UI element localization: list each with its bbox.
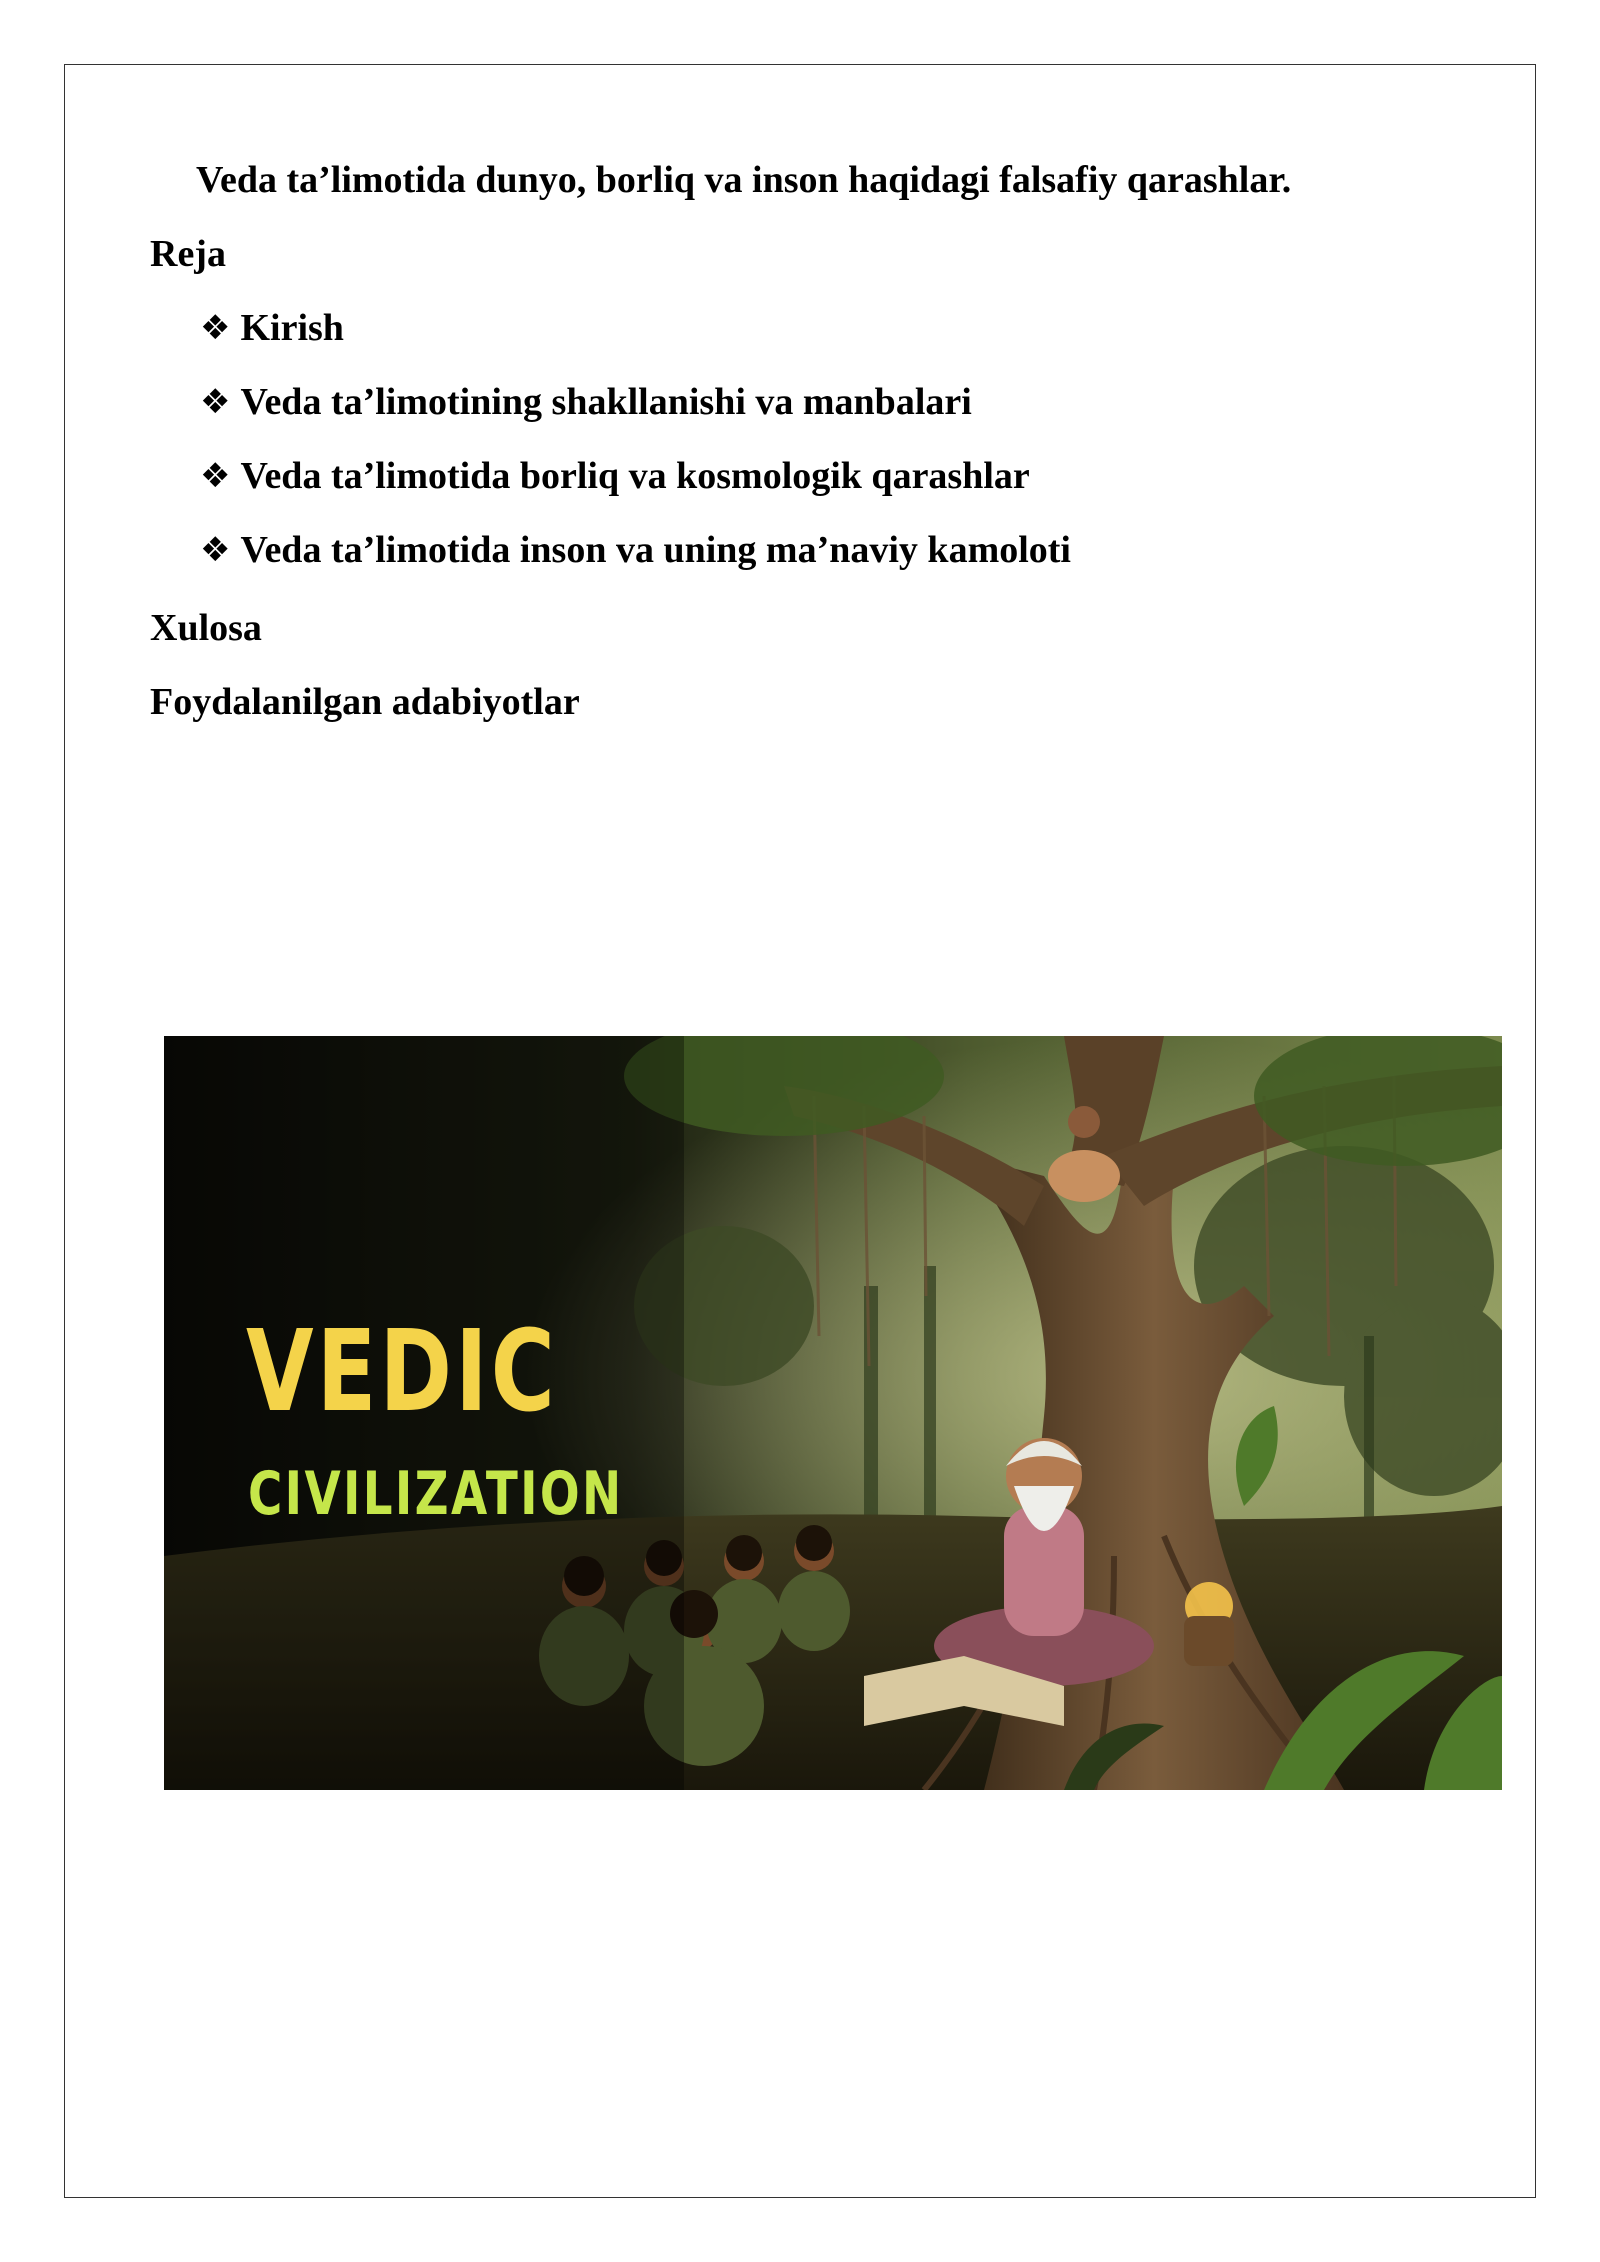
plan-item-label: Veda ta’limotida borliq va kosmologik qarashlar (240, 455, 1030, 497)
diamond-bullet-icon: ❖ (200, 456, 231, 496)
conclusion-heading: Xulosa (150, 607, 262, 649)
plan-item-label: Veda ta’limotida inson va uning ma’naviy kamoloti (240, 529, 1071, 571)
references-heading: Foydalanilgan adabiyotlar (150, 681, 580, 723)
diamond-bullet-icon: ❖ (200, 382, 231, 422)
plan-item-human (200, 522, 1071, 578)
document-title: Veda ta’limotida dunyo, borliq va inson haqidagi falsafiy qarashlar. (196, 159, 1292, 201)
diamond-bullet-icon: ❖ (200, 308, 231, 348)
plan-item-formation (200, 374, 972, 430)
plan-item-introduction (200, 300, 344, 356)
cover-title: VEDIC (246, 1307, 559, 1437)
plan-heading: Reja (150, 233, 226, 275)
plan-item-label: Kirish (240, 307, 344, 349)
diamond-bullet-icon: ❖ (200, 530, 231, 570)
plan-item-cosmology (200, 448, 1030, 504)
vedic-civilization-image (164, 1036, 1502, 1790)
plan-item-label: Veda ta’limotining shakllanishi va manbalari (240, 381, 972, 423)
cover-subtitle: CIVILIZATION (248, 1459, 624, 1529)
